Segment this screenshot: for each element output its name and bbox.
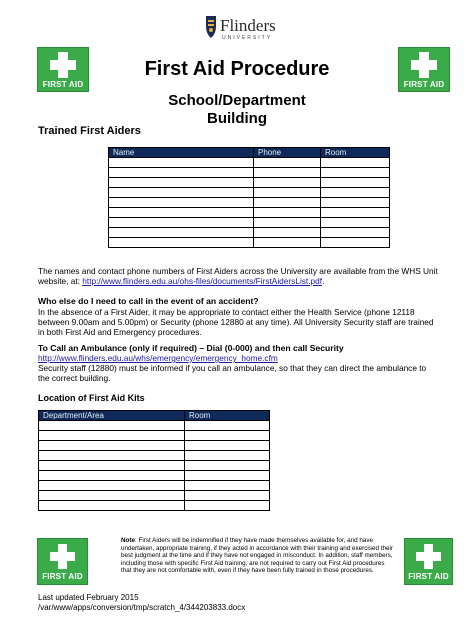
school-department: School/Department xyxy=(168,92,306,109)
building: Building xyxy=(207,110,267,127)
column-header: Room xyxy=(321,148,390,158)
ambulance-paragraph: Security staff (12880) must be informed if you call an ambulance, so that they can direct the ambulance to the correct building. xyxy=(38,363,427,383)
table-cell[interactable] xyxy=(254,238,321,248)
first-aid-kits-table xyxy=(38,410,270,511)
first-aiders-list-paragraph: The names and contact phone numbers of First Aiders across the University are available from the WHS Unit website, at: http://www.flinders.edu.au/ohs-files/documents/FirstAidersList.pdf. xyxy=(38,266,438,286)
indemnity-note xyxy=(121,537,393,575)
who-else-heading: Who else do I need to call in the event of an accident? xyxy=(38,296,259,306)
file-path: /var/www/apps/conversion/tmp/scratch_4/344203833.docx xyxy=(38,603,246,612)
table-row xyxy=(109,178,390,188)
table-cell[interactable] xyxy=(254,158,321,168)
table-cell[interactable] xyxy=(185,441,270,451)
table-row xyxy=(109,188,390,198)
table-row xyxy=(39,491,270,501)
table-cell[interactable] xyxy=(109,168,254,178)
table-row xyxy=(39,431,270,441)
column-header: Room xyxy=(185,411,270,421)
flinders-logo xyxy=(204,14,294,44)
table-row xyxy=(109,218,390,228)
table-cell[interactable] xyxy=(254,208,321,218)
table-cell[interactable] xyxy=(254,228,321,238)
logo-name: Flinders xyxy=(220,16,276,35)
table-cell[interactable] xyxy=(321,208,390,218)
table-cell[interactable] xyxy=(185,471,270,481)
table-cell[interactable] xyxy=(39,481,185,491)
table-row xyxy=(39,451,270,461)
first-aid-kits-heading: Location of First Aid Kits xyxy=(38,393,145,403)
table-cell[interactable] xyxy=(39,471,185,481)
table-cell[interactable] xyxy=(39,491,185,501)
table-cell[interactable] xyxy=(185,431,270,441)
table-cell[interactable] xyxy=(109,228,254,238)
table-cell[interactable] xyxy=(254,188,321,198)
table-cell[interactable] xyxy=(185,481,270,491)
table-row xyxy=(109,158,390,168)
table-cell[interactable] xyxy=(185,421,270,431)
note-text: : First Aiders will be indemnified if they have made themselves available for, and have undertaken, appropriate training, if they acted in accordance with their training and exercised their best judgment at the time and if they have not engaged in misconduct. In addition, staff members, including those with specific First Aid training, are not required to carry out First Aid procedures that they are not comfortable with, even if they have been fully trained in those procedures. xyxy=(121,537,393,575)
table-cell[interactable] xyxy=(321,198,390,208)
trained-first-aiders-heading: Trained First Aiders xyxy=(38,125,141,137)
table-cell[interactable] xyxy=(254,178,321,188)
table-cell[interactable] xyxy=(109,208,254,218)
table-cell[interactable] xyxy=(109,158,254,168)
table-cell[interactable] xyxy=(321,218,390,228)
crest-icon xyxy=(204,14,218,40)
table-row xyxy=(39,421,270,431)
table-row xyxy=(109,168,390,178)
table-row xyxy=(39,481,270,491)
table-cell[interactable] xyxy=(39,461,185,471)
table-row xyxy=(109,228,390,238)
first-aiders-list-link[interactable]: http://www.flinders.edu.au/ohs-files/documents/FirstAidersList.pdf xyxy=(82,276,323,286)
table-row xyxy=(39,501,270,511)
table-cell[interactable] xyxy=(39,421,185,431)
first-aid-badge-top-right: FIRST AID xyxy=(398,47,450,92)
ambulance-heading: To Call an Ambulance (only if required) – Dial (0-000) and then call Security xyxy=(38,343,344,353)
who-else-paragraph: In the absence of a First Aider, it may be appropriate to contact either the Health Service (phone 12118 between 9.00am and 5.00pm) or Security (phone 12880 at any time). All University Security staff are trained in both First Aid and Emergency procedures. xyxy=(38,307,434,337)
table-cell[interactable] xyxy=(39,431,185,441)
table-cell[interactable] xyxy=(185,501,270,511)
table-row xyxy=(39,461,270,471)
column-header: Phone xyxy=(254,148,321,158)
trained-first-aiders-table xyxy=(108,147,390,248)
first-aid-badge-bottom-left: FIRST AID xyxy=(37,538,88,585)
table-cell[interactable] xyxy=(185,451,270,461)
table-cell[interactable] xyxy=(109,238,254,248)
table-cell[interactable] xyxy=(39,451,185,461)
table-cell[interactable] xyxy=(254,218,321,228)
table-row xyxy=(39,471,270,481)
table-cell[interactable] xyxy=(321,228,390,238)
table-cell[interactable] xyxy=(185,461,270,471)
table-cell[interactable] xyxy=(321,238,390,248)
table-row xyxy=(109,198,390,208)
table-cell[interactable] xyxy=(321,178,390,188)
table-cell[interactable] xyxy=(321,188,390,198)
table-cell[interactable] xyxy=(321,158,390,168)
table-cell[interactable] xyxy=(109,198,254,208)
table-cell[interactable] xyxy=(109,178,254,188)
page-subtitle xyxy=(0,92,474,128)
table-cell[interactable] xyxy=(109,218,254,228)
table-cell[interactable] xyxy=(39,441,185,451)
table-cell[interactable] xyxy=(254,198,321,208)
table-cell[interactable] xyxy=(254,168,321,178)
first-aid-badge-bottom-right: FIRST AID xyxy=(404,538,453,585)
table-cell[interactable] xyxy=(321,168,390,178)
note-label: Note xyxy=(121,537,135,544)
last-updated: Last updated February 2015 xyxy=(38,593,139,602)
table-row xyxy=(109,238,390,248)
table-row xyxy=(39,441,270,451)
table-cell[interactable] xyxy=(185,491,270,501)
column-header: Name xyxy=(109,148,254,158)
logo-subtitle: UNIVERSITY xyxy=(222,35,273,41)
table-cell[interactable] xyxy=(39,501,185,511)
page-title: First Aid Procedure xyxy=(144,58,330,80)
table-row xyxy=(109,208,390,218)
column-header: Department/Area xyxy=(39,411,185,421)
first-aid-badge-top-left: FIRST AID xyxy=(37,47,89,92)
emergency-home-link[interactable]: http://www.flinders.edu.au/whs/emergency/emergency_home.cfm xyxy=(38,353,278,363)
table-cell[interactable] xyxy=(109,188,254,198)
